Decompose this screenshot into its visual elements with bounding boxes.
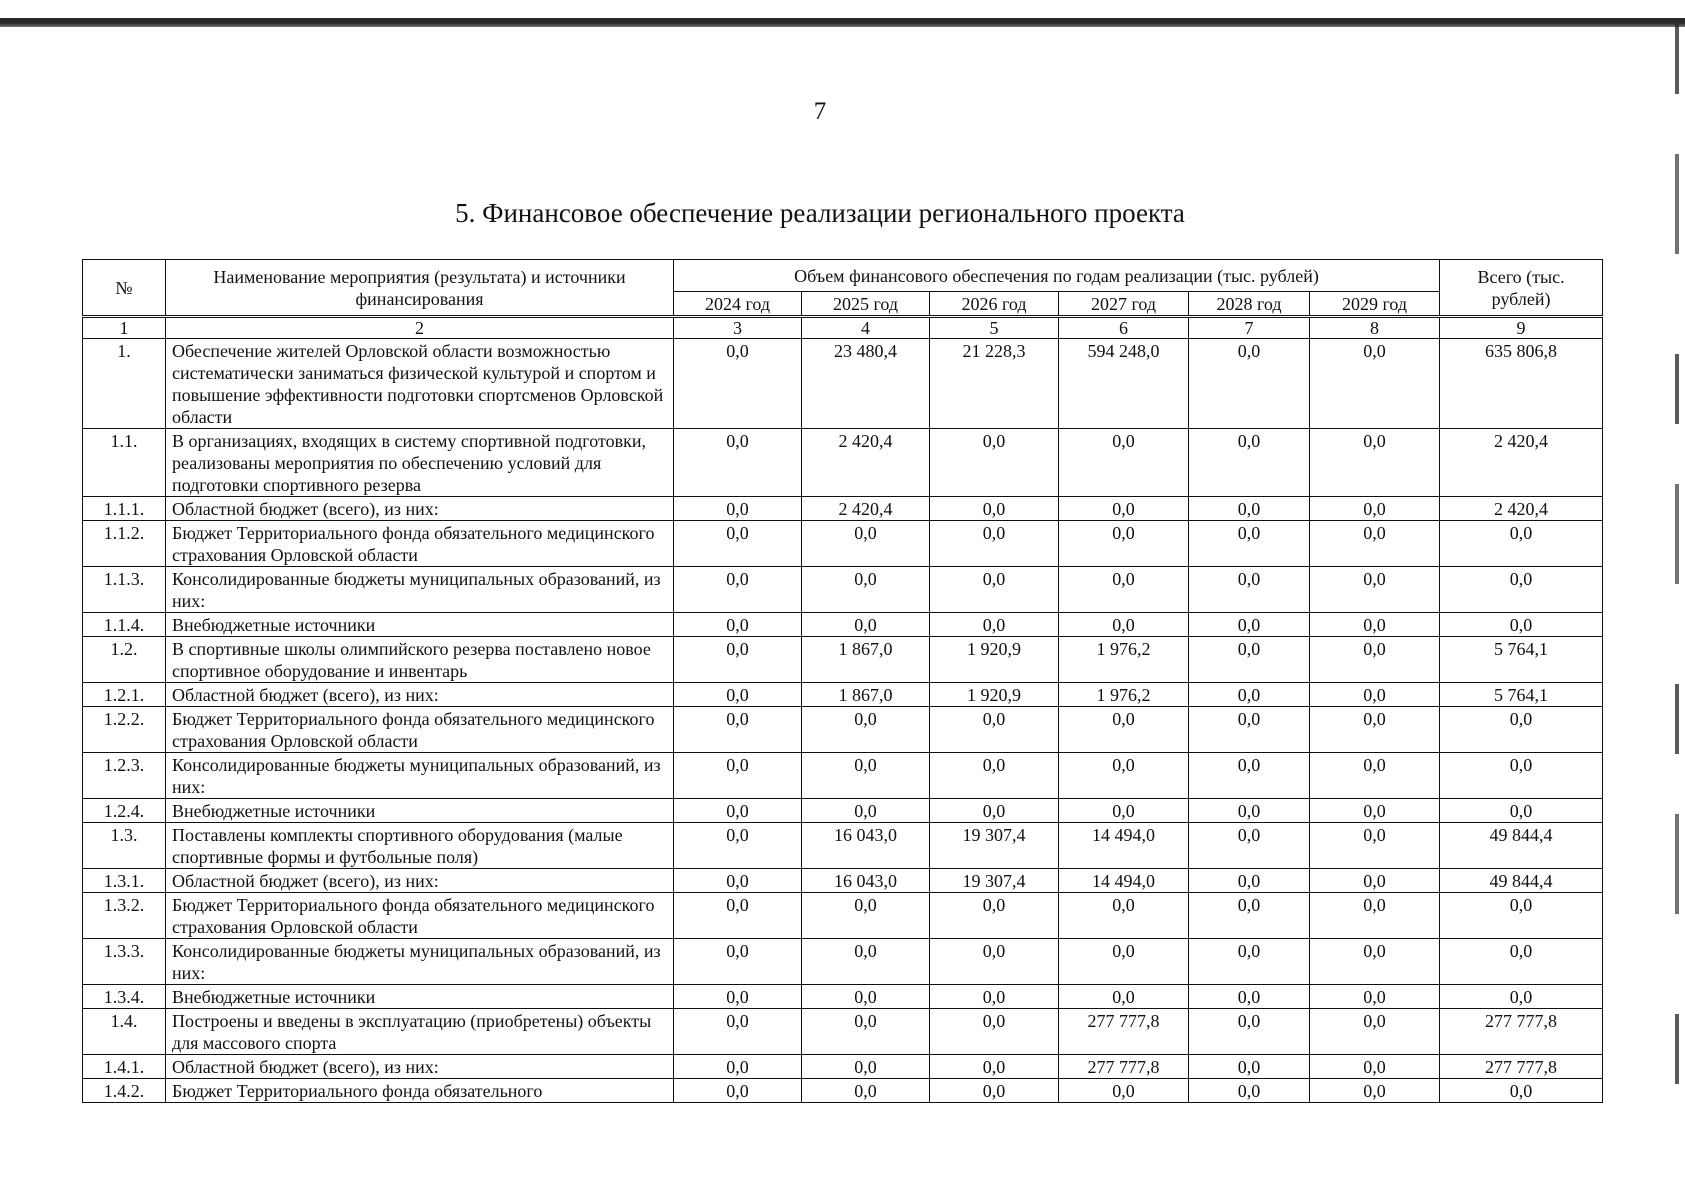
row-total: 2 420,4 — [1440, 497, 1603, 521]
column-number: 4 — [802, 317, 930, 339]
row-value: 0,0 — [802, 1009, 930, 1055]
row-value: 277 777,8 — [1059, 1009, 1189, 1055]
row-name: Областной бюджет (всего), из них: — [166, 869, 674, 893]
row-value: 0,0 — [1189, 339, 1310, 429]
row-total: 0,0 — [1440, 799, 1603, 823]
row-name: Обеспечение жителей Орловской области возможностью систематически заниматься физической культурой и спортом и повышение эффективности подготовки спортсменов Орловской области — [166, 339, 674, 429]
row-value: 0,0 — [674, 683, 802, 707]
row-value: 1 920,9 — [930, 637, 1059, 683]
row-value: 1 976,2 — [1059, 683, 1189, 707]
row-code: 1.3.1. — [83, 869, 166, 893]
row-total: 0,0 — [1440, 707, 1603, 753]
row-value: 0,0 — [674, 707, 802, 753]
row-value: 0,0 — [674, 1055, 802, 1079]
row-value: 0,0 — [1189, 799, 1310, 823]
column-number: 8 — [1310, 317, 1440, 339]
row-value: 0,0 — [1189, 429, 1310, 497]
row-total: 0,0 — [1440, 521, 1603, 567]
table-row — [83, 939, 1603, 985]
financing-table — [82, 259, 1603, 1103]
row-code: 1.1.2. — [83, 521, 166, 567]
row-name: Бюджет Территориального фонда обязательного медицинского страхования Орловской области — [166, 521, 674, 567]
column-number-row — [83, 317, 1603, 339]
row-value: 0,0 — [1059, 799, 1189, 823]
row-value: 0,0 — [1059, 707, 1189, 753]
row-value: 0,0 — [802, 893, 930, 939]
row-value: 0,0 — [1310, 799, 1440, 823]
row-value: 0,0 — [1310, 429, 1440, 497]
table-row — [83, 1009, 1603, 1055]
header-name: Наименование мероприятия (результата) и источники финансирования — [166, 260, 674, 317]
row-value: 0,0 — [802, 1079, 930, 1103]
row-total: 2 420,4 — [1440, 429, 1603, 497]
row-value: 0,0 — [930, 893, 1059, 939]
row-value: 0,0 — [1189, 869, 1310, 893]
row-total: 0,0 — [1440, 939, 1603, 985]
row-value: 0,0 — [930, 613, 1059, 637]
column-number: 9 — [1440, 317, 1603, 339]
table-body — [83, 339, 1603, 1103]
row-name: Областной бюджет (всего), из них: — [166, 1055, 674, 1079]
header-volume-group: Объем финансового обеспечения по годам реализации (тыс. рублей) — [674, 260, 1440, 292]
row-total: 49 844,4 — [1440, 869, 1603, 893]
row-value: 0,0 — [1310, 823, 1440, 869]
scan-right-edge — [1675, 24, 1679, 1124]
scan-top-border — [0, 18, 1685, 27]
row-value: 0,0 — [1310, 567, 1440, 613]
table-row — [83, 985, 1603, 1009]
row-value: 0,0 — [1189, 1055, 1310, 1079]
row-value: 23 480,4 — [802, 339, 930, 429]
row-value: 0,0 — [1189, 823, 1310, 869]
row-value: 0,0 — [1310, 1055, 1440, 1079]
row-value: 0,0 — [1059, 567, 1189, 613]
row-value: 0,0 — [1189, 613, 1310, 637]
header-year: 2026 год — [930, 292, 1059, 317]
row-code: 1.1.4. — [83, 613, 166, 637]
column-number: 2 — [166, 317, 674, 339]
row-total: 0,0 — [1440, 567, 1603, 613]
row-value: 0,0 — [1059, 939, 1189, 985]
row-code: 1.2. — [83, 637, 166, 683]
row-value: 0,0 — [674, 823, 802, 869]
table-row — [83, 683, 1603, 707]
row-value: 0,0 — [1059, 753, 1189, 799]
row-name: Бюджет Территориального фонда обязательного медицинского страхования Орловской области — [166, 707, 674, 753]
row-value: 16 043,0 — [802, 869, 930, 893]
row-name: Бюджет Территориального фонда обязательного медицинского страхования Орловской области — [166, 893, 674, 939]
row-code: 1.2.4. — [83, 799, 166, 823]
row-value: 0,0 — [1059, 497, 1189, 521]
row-total: 277 777,8 — [1440, 1055, 1603, 1079]
row-value: 0,0 — [802, 521, 930, 567]
row-value: 0,0 — [674, 939, 802, 985]
row-value: 277 777,8 — [1059, 1055, 1189, 1079]
row-code: 1.3.2. — [83, 893, 166, 939]
row-value: 0,0 — [1189, 893, 1310, 939]
row-value: 0,0 — [1310, 707, 1440, 753]
row-value: 14 494,0 — [1059, 869, 1189, 893]
row-value: 0,0 — [1189, 567, 1310, 613]
row-code: 1.4. — [83, 1009, 166, 1055]
row-total: 0,0 — [1440, 893, 1603, 939]
row-value: 0,0 — [1189, 939, 1310, 985]
table-row — [83, 707, 1603, 753]
column-number: 3 — [674, 317, 802, 339]
row-code: 1.2.1. — [83, 683, 166, 707]
row-value: 0,0 — [1059, 613, 1189, 637]
table-row — [83, 869, 1603, 893]
row-value: 0,0 — [802, 753, 930, 799]
row-total: 0,0 — [1440, 985, 1603, 1009]
row-value: 0,0 — [674, 1079, 802, 1103]
row-value: 0,0 — [674, 985, 802, 1009]
row-value: 0,0 — [1189, 683, 1310, 707]
row-total: 277 777,8 — [1440, 1009, 1603, 1055]
row-value: 0,0 — [1310, 985, 1440, 1009]
row-value: 0,0 — [802, 799, 930, 823]
row-name: Внебюджетные источники — [166, 985, 674, 1009]
row-value: 0,0 — [1310, 753, 1440, 799]
row-value: 0,0 — [930, 429, 1059, 497]
row-value: 0,0 — [674, 521, 802, 567]
row-name: Областной бюджет (всего), из них: — [166, 683, 674, 707]
row-value: 0,0 — [1189, 753, 1310, 799]
row-value: 14 494,0 — [1059, 823, 1189, 869]
row-value: 0,0 — [1310, 613, 1440, 637]
row-value: 0,0 — [802, 567, 930, 613]
table-row — [83, 753, 1603, 799]
row-value: 0,0 — [802, 707, 930, 753]
header-year: 2027 год — [1059, 292, 1189, 317]
row-code: 1.1.1. — [83, 497, 166, 521]
row-total: 49 844,4 — [1440, 823, 1603, 869]
header-total: Всего (тыс. рублей) — [1440, 260, 1603, 317]
header-year: 2028 год — [1189, 292, 1310, 317]
header-year: 2025 год — [802, 292, 930, 317]
row-value: 0,0 — [1310, 339, 1440, 429]
row-value: 19 307,4 — [930, 823, 1059, 869]
row-value: 0,0 — [802, 985, 930, 1009]
row-value: 1 867,0 — [802, 637, 930, 683]
row-value: 2 420,4 — [802, 429, 930, 497]
row-total: 5 764,1 — [1440, 683, 1603, 707]
row-value: 0,0 — [1310, 869, 1440, 893]
row-value: 0,0 — [1189, 497, 1310, 521]
row-value: 0,0 — [1059, 521, 1189, 567]
table-row — [83, 521, 1603, 567]
row-code: 1.1.3. — [83, 567, 166, 613]
row-code: 1. — [83, 339, 166, 429]
header-year: 2029 год — [1310, 292, 1440, 317]
row-code: 1.4.1. — [83, 1055, 166, 1079]
row-name: Консолидированные бюджеты муниципальных образований, из них: — [166, 939, 674, 985]
row-code: 1.2.3. — [83, 753, 166, 799]
row-value: 0,0 — [930, 1079, 1059, 1103]
row-name: Бюджет Территориального фонда обязательного — [166, 1079, 674, 1103]
row-value: 594 248,0 — [1059, 339, 1189, 429]
row-total: 5 764,1 — [1440, 637, 1603, 683]
row-value: 0,0 — [930, 1009, 1059, 1055]
row-value: 0,0 — [674, 893, 802, 939]
row-value: 0,0 — [930, 707, 1059, 753]
row-code: 1.2.2. — [83, 707, 166, 753]
row-value: 0,0 — [1310, 939, 1440, 985]
row-value: 0,0 — [674, 753, 802, 799]
table-row — [83, 1079, 1603, 1103]
table-row — [83, 429, 1603, 497]
row-value: 0,0 — [1189, 637, 1310, 683]
table-row — [83, 339, 1603, 429]
table-row — [83, 497, 1603, 521]
column-number: 1 — [83, 317, 166, 339]
row-name: Построены и введены в эксплуатацию (приобретены) объекты для массового спорта — [166, 1009, 674, 1055]
row-name: Консолидированные бюджеты муниципальных образований, из них: — [166, 753, 674, 799]
row-value: 1 867,0 — [802, 683, 930, 707]
page-number: 7 — [813, 98, 827, 125]
row-value: 19 307,4 — [930, 869, 1059, 893]
row-value: 0,0 — [674, 567, 802, 613]
row-value: 0,0 — [1189, 1009, 1310, 1055]
section-heading: 5. Финансовое обеспечение реализации регионального проекта — [455, 198, 1185, 228]
table-row — [83, 613, 1603, 637]
row-value: 0,0 — [674, 1009, 802, 1055]
table-row — [83, 799, 1603, 823]
column-number: 6 — [1059, 317, 1189, 339]
row-value: 0,0 — [674, 799, 802, 823]
row-value: 1 920,9 — [930, 683, 1059, 707]
row-value: 0,0 — [930, 753, 1059, 799]
table-row — [83, 637, 1603, 683]
row-value: 0,0 — [1310, 1009, 1440, 1055]
table-row — [83, 823, 1603, 869]
row-value: 0,0 — [1059, 893, 1189, 939]
row-total: 0,0 — [1440, 613, 1603, 637]
row-value: 21 228,3 — [930, 339, 1059, 429]
row-value: 0,0 — [802, 613, 930, 637]
row-value: 0,0 — [1059, 985, 1189, 1009]
row-value: 0,0 — [1189, 985, 1310, 1009]
header-number: № — [83, 260, 166, 317]
row-value: 0,0 — [674, 637, 802, 683]
row-name: В спортивные школы олимпийского резерва поставлено новое спортивное оборудование и инвентарь — [166, 637, 674, 683]
column-number: 5 — [930, 317, 1059, 339]
row-value: 0,0 — [1189, 521, 1310, 567]
row-value: 0,0 — [1310, 521, 1440, 567]
table-header — [83, 260, 1603, 339]
row-value: 0,0 — [1189, 707, 1310, 753]
row-value: 0,0 — [1310, 497, 1440, 521]
row-value: 16 043,0 — [802, 823, 930, 869]
row-value: 0,0 — [1059, 1079, 1189, 1103]
header-year: 2024 год — [674, 292, 802, 317]
row-code: 1.3.4. — [83, 985, 166, 1009]
row-value: 0,0 — [802, 1055, 930, 1079]
row-value: 0,0 — [802, 939, 930, 985]
row-total: 0,0 — [1440, 1079, 1603, 1103]
row-value: 0,0 — [930, 939, 1059, 985]
row-total: 0,0 — [1440, 753, 1603, 799]
table-row — [83, 567, 1603, 613]
row-value: 0,0 — [930, 497, 1059, 521]
row-value: 0,0 — [674, 497, 802, 521]
row-value: 0,0 — [1059, 429, 1189, 497]
row-value: 0,0 — [674, 429, 802, 497]
row-value: 0,0 — [674, 613, 802, 637]
row-value: 0,0 — [930, 1055, 1059, 1079]
row-code: 1.3.3. — [83, 939, 166, 985]
table-row — [83, 893, 1603, 939]
row-code: 1.1. — [83, 429, 166, 497]
row-code: 1.3. — [83, 823, 166, 869]
row-name: Областной бюджет (всего), из них: — [166, 497, 674, 521]
table-row — [83, 1055, 1603, 1079]
row-value: 0,0 — [1310, 1079, 1440, 1103]
row-name: Внебюджетные источники — [166, 613, 674, 637]
row-value: 0,0 — [674, 339, 802, 429]
row-value: 0,0 — [1310, 683, 1440, 707]
row-value: 0,0 — [674, 869, 802, 893]
row-total: 635 806,8 — [1440, 339, 1603, 429]
row-value: 0,0 — [1310, 893, 1440, 939]
row-value: 1 976,2 — [1059, 637, 1189, 683]
row-value: 0,0 — [930, 521, 1059, 567]
row-name: Консолидированные бюджеты муниципальных образований, из них: — [166, 567, 674, 613]
row-name: В организациях, входящих в систему спортивной подготовки, реализованы мероприятия по обеспечению условий для подготовки спортивного резерва — [166, 429, 674, 497]
row-name: Поставлены комплекты спортивного оборудования (малые спортивные формы и футбольные поля) — [166, 823, 674, 869]
row-name: Внебюджетные источники — [166, 799, 674, 823]
row-value: 0,0 — [1310, 637, 1440, 683]
row-code: 1.4.2. — [83, 1079, 166, 1103]
row-value: 0,0 — [1189, 1079, 1310, 1103]
row-value: 2 420,4 — [802, 497, 930, 521]
row-value: 0,0 — [930, 567, 1059, 613]
column-number: 7 — [1189, 317, 1310, 339]
row-value: 0,0 — [930, 799, 1059, 823]
row-value: 0,0 — [930, 985, 1059, 1009]
